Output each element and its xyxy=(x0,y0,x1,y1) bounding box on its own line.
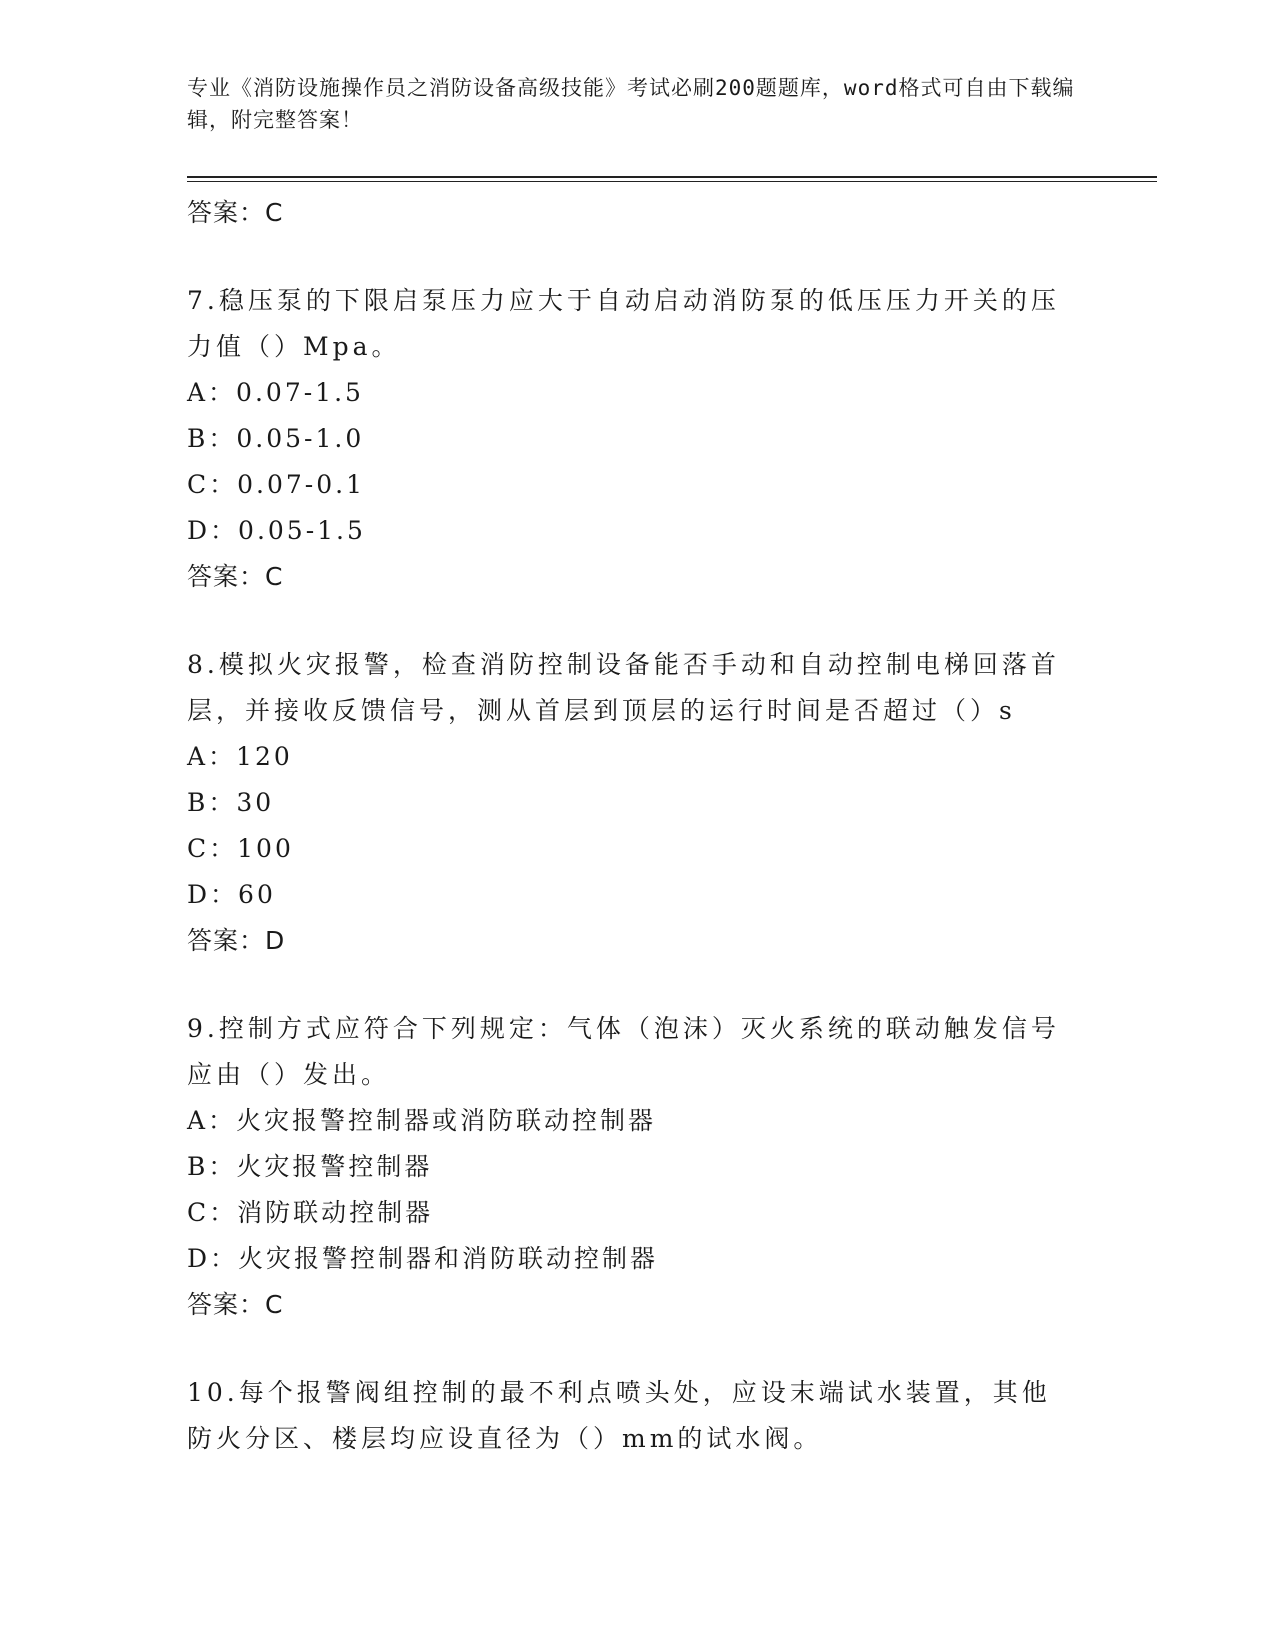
question-list xyxy=(187,190,1087,1462)
question-answer: 答案：D xyxy=(187,926,286,955)
option-c: C：消防联动控制器 xyxy=(187,1198,434,1227)
option-b: B：火灾报警控制器 xyxy=(187,1152,433,1181)
header-divider xyxy=(187,176,1157,182)
question-answer: 答案：C xyxy=(187,1290,284,1319)
question-7 xyxy=(187,278,1087,600)
question-stem: 8.模拟火灾报警，检查消防控制设备能否手动和自动控制电梯回落首层，并接收反馈信号，测从首层到顶层的运行时间是否超过（）s xyxy=(187,650,1060,725)
previous-answer: 答案：C xyxy=(187,198,284,227)
question-stem: 10.每个报警阀组控制的最不利点喷头处，应设末端试水装置，其他防火分区、楼层均应设直径为（）mm的试水阀。 xyxy=(187,1378,1051,1453)
option-d: D：0.05-1.5 xyxy=(187,516,366,545)
option-b: B：30 xyxy=(187,788,275,817)
document-header: 专业《消防设施操作员之消防设备高级技能》考试必刷200题题库，word格式可自由下载编辑，附完整答案！ xyxy=(187,76,1075,132)
option-a: A：火灾报警控制器或消防联动控制器 xyxy=(187,1106,657,1135)
option-c: C：100 xyxy=(187,834,294,863)
question-9 xyxy=(187,1006,1087,1328)
question-stem: 9.控制方式应符合下列规定：气体（泡沫）灭火系统的联动触发信号应由（）发出。 xyxy=(187,1014,1060,1089)
option-b: B：0.05-1.0 xyxy=(187,424,365,453)
question-answer: 答案：C xyxy=(187,562,284,591)
option-d: D：火灾报警控制器和消防联动控制器 xyxy=(187,1244,659,1273)
question-stem: 7.稳压泵的下限启泵压力应大于自动启动消防泵的低压压力开关的压力值（）Mpa。 xyxy=(187,286,1060,361)
option-a: A：0.07-1.5 xyxy=(187,378,364,407)
question-10 xyxy=(187,1370,1087,1462)
option-a: A：120 xyxy=(187,742,293,771)
question-8 xyxy=(187,642,1087,964)
option-d: D：60 xyxy=(187,880,276,909)
option-c: C：0.07-0.1 xyxy=(187,470,365,499)
